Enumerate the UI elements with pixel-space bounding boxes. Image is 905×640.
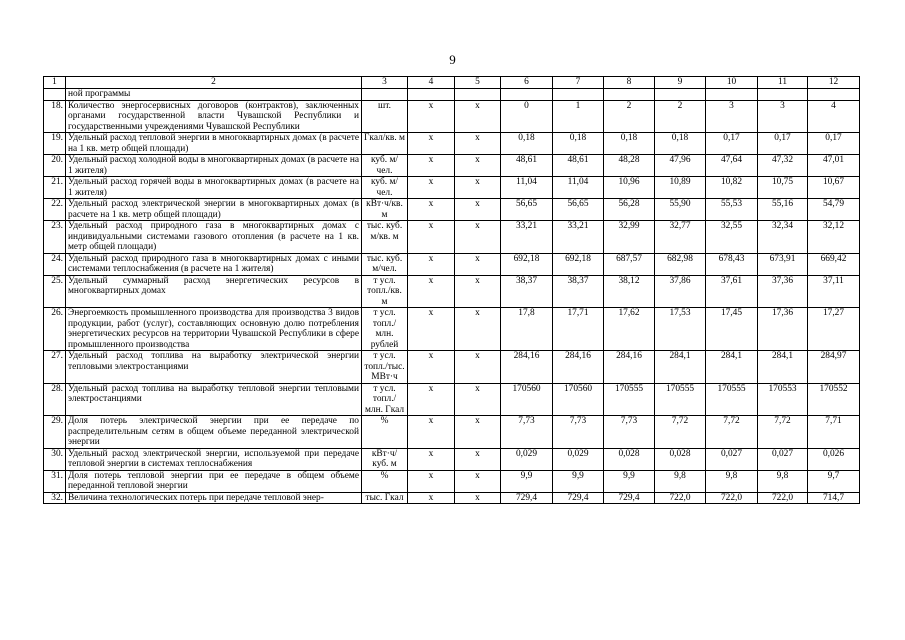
value-cell: x	[455, 199, 501, 221]
value-cell: 722,0	[706, 492, 758, 504]
table-row	[44, 308, 860, 351]
value-cell: 284,16	[553, 351, 604, 384]
value-cell: 47,32	[758, 155, 808, 177]
indicator-name: Величина технологических потерь при передаче тепловой энер-	[66, 492, 362, 504]
value-cell: 0,18	[553, 133, 604, 155]
value-cell: 11,04	[553, 177, 604, 199]
value-cell: x	[408, 155, 455, 177]
indicator-name: Удельный расход электрической энергии, используемой при передаче тепловой энергии в системах теплоснабжения	[66, 448, 362, 470]
unit-of-measure: тыс. куб. м/кв. м	[362, 221, 408, 254]
value-cell: 4	[808, 100, 860, 133]
value-cell: 284,1	[655, 351, 706, 384]
value-cell: 714,7	[808, 492, 860, 504]
unit-of-measure: куб. м/чел.	[362, 155, 408, 177]
value-cell: 55,53	[706, 199, 758, 221]
column-number-7: 7	[553, 77, 604, 89]
value-cell: 3	[758, 100, 808, 133]
value-cell: 17,27	[808, 308, 860, 351]
unit-of-measure: %	[362, 470, 408, 492]
value-cell: 170555	[604, 383, 655, 416]
unit-of-measure: Гкал/кв. м	[362, 133, 408, 155]
value-cell: 48,61	[501, 155, 553, 177]
value-cell: x	[408, 275, 455, 308]
row-number: 30.	[44, 448, 66, 470]
value-cell: 1	[553, 100, 604, 133]
value-cell: 17,36	[758, 308, 808, 351]
value-cell: x	[455, 383, 501, 416]
value-cell: 17,53	[655, 308, 706, 351]
row-number: 21.	[44, 177, 66, 199]
value-cell: x	[408, 492, 455, 504]
value-cell: 9,8	[706, 470, 758, 492]
value-cell: 37,86	[655, 275, 706, 308]
value-cell: 729,4	[604, 492, 655, 504]
indicators-table	[43, 76, 860, 504]
unit-of-measure: кВт·ч/куб. м	[362, 448, 408, 470]
unit-of-measure: т усл. топл./млн. рублей	[362, 308, 408, 351]
value-cell: 37,61	[706, 275, 758, 308]
column-number-1: 1	[44, 77, 66, 89]
table-row	[44, 100, 860, 133]
value-cell: 32,55	[706, 221, 758, 254]
indicator-name: Удельный суммарный расход энергетических ресурсов в многоквартирных домах	[66, 275, 362, 308]
table-row	[44, 470, 860, 492]
value-cell: x	[455, 253, 501, 275]
table-row	[44, 492, 860, 504]
row-number: 20.	[44, 155, 66, 177]
row-number: 28.	[44, 383, 66, 416]
value-cell: 10,75	[758, 177, 808, 199]
value-cell: x	[455, 351, 501, 384]
value-cell: 170553	[758, 383, 808, 416]
value-cell: 38,37	[501, 275, 553, 308]
value-cell: 682,98	[655, 253, 706, 275]
unit-of-measure: тыс. Гкал	[362, 492, 408, 504]
unit-of-measure: %	[362, 416, 408, 449]
value-cell: 9,9	[604, 470, 655, 492]
value-cell: 55,16	[758, 199, 808, 221]
value-cell: 54,79	[808, 199, 860, 221]
indicator-name: Удельный расход топлива на выработку тепловой энергии тепловыми электростанциями	[66, 383, 362, 416]
value-cell: 37,11	[808, 275, 860, 308]
value-cell: 56,65	[553, 199, 604, 221]
value-cell: 10,82	[706, 177, 758, 199]
value-cell: 33,21	[501, 221, 553, 254]
indicator-name: Доля потерь электрической энергии при ее передаче по распределительным сетям в общем объеме переданной электрической энергии	[66, 416, 362, 449]
row-number: 18.	[44, 100, 66, 133]
value-cell: x	[455, 448, 501, 470]
unit-of-measure: кВт·ч/кв. м	[362, 199, 408, 221]
indicator-name: Удельный расход горячей воды в многоквартирных домах (в расчете на 1 жителя)	[66, 177, 362, 199]
value-cell: 32,12	[808, 221, 860, 254]
value-cell: 48,28	[604, 155, 655, 177]
unit-of-measure: т усл. топл./млн. Гкал	[362, 383, 408, 416]
value-cell: x	[455, 133, 501, 155]
value-cell: x	[408, 383, 455, 416]
value-cell: 0	[501, 100, 553, 133]
value-cell: x	[455, 177, 501, 199]
indicator-name: Удельный расход холодной воды в многоквартирных домах (в расчете на 1 жителя)	[66, 155, 362, 177]
value-cell: 2	[604, 100, 655, 133]
value-cell: x	[455, 492, 501, 504]
value-cell: 722,0	[758, 492, 808, 504]
value-cell: 11,04	[501, 177, 553, 199]
value-cell: 0,17	[706, 133, 758, 155]
value-cell: 170555	[706, 383, 758, 416]
row-number: 29.	[44, 416, 66, 449]
value-cell: 284,1	[706, 351, 758, 384]
value-cell: x	[455, 275, 501, 308]
value-cell: 55,90	[655, 199, 706, 221]
value-cell: 0,18	[501, 133, 553, 155]
value-cell: x	[408, 416, 455, 449]
value-cell: x	[455, 416, 501, 449]
column-number-2: 2	[66, 77, 362, 89]
value-cell: 3	[706, 100, 758, 133]
value-cell: 729,4	[553, 492, 604, 504]
value-cell	[553, 89, 604, 101]
indicator-name: Энергоемкость промышленного производства для производства 3 видов продукции, работ (услуг), составляющих основную долю потребления энергетических ресурсов на территории Чувашской Республики в сфере промышленного производства	[66, 308, 362, 351]
row-number: 23.	[44, 221, 66, 254]
column-number-3: 3	[362, 77, 408, 89]
table-row	[44, 275, 860, 308]
table-row	[44, 221, 860, 254]
value-cell: 7,72	[655, 416, 706, 449]
value-cell: x	[408, 221, 455, 254]
column-number-5: 5	[455, 77, 501, 89]
value-cell: 0,18	[655, 133, 706, 155]
column-number-8: 8	[604, 77, 655, 89]
indicator-name: Удельный расход топлива на выработку электрической энергии тепловыми электростанциями	[66, 351, 362, 384]
indicator-name: Количество энергосервисных договоров (контрактов), заключенных органами государственной власти Чувашской Республики и государственными учреждениями Чувашской Республики	[66, 100, 362, 133]
row-number: 19.	[44, 133, 66, 155]
value-cell: 9,8	[758, 470, 808, 492]
value-cell: 0,027	[706, 448, 758, 470]
value-cell: 7,73	[501, 416, 553, 449]
column-number-9: 9	[655, 77, 706, 89]
table-header-row	[44, 77, 860, 89]
page-number: 9	[449, 52, 456, 67]
unit-of-measure	[362, 89, 408, 101]
indicator-name: Удельный расход тепловой энергии в многоквартирных домах (в расчете на 1 кв. метр общей площади)	[66, 133, 362, 155]
row-number: 26.	[44, 308, 66, 351]
value-cell: 17,8	[501, 308, 553, 351]
row-number: 24.	[44, 253, 66, 275]
column-number-4: 4	[408, 77, 455, 89]
value-cell: 7,71	[808, 416, 860, 449]
table-row	[44, 177, 860, 199]
value-cell: 284,16	[501, 351, 553, 384]
unit-of-measure: т усл. топл./тыс. МВт·ч	[362, 351, 408, 384]
indicator-name: Удельный расход электрической энергии в многоквартирных домах (в расчете на 1 кв. метр общей площади)	[66, 199, 362, 221]
column-number-6: 6	[501, 77, 553, 89]
unit-of-measure: куб. м/чел.	[362, 177, 408, 199]
value-cell: 7,73	[553, 416, 604, 449]
value-cell: 0,029	[553, 448, 604, 470]
value-cell: 32,34	[758, 221, 808, 254]
column-number-12: 12	[808, 77, 860, 89]
value-cell: 687,57	[604, 253, 655, 275]
value-cell: 0,17	[808, 133, 860, 155]
value-cell: 17,62	[604, 308, 655, 351]
table-row	[44, 253, 860, 275]
value-cell: 0,027	[758, 448, 808, 470]
value-cell: 284,97	[808, 351, 860, 384]
table-row	[44, 351, 860, 384]
row-number	[44, 89, 66, 101]
value-cell: 32,99	[604, 221, 655, 254]
table-row	[44, 416, 860, 449]
value-cell: 56,65	[501, 199, 553, 221]
value-cell	[455, 89, 501, 101]
value-cell: x	[455, 308, 501, 351]
value-cell: 47,01	[808, 155, 860, 177]
value-cell: 9,7	[808, 470, 860, 492]
table-row	[44, 199, 860, 221]
row-number: 32.	[44, 492, 66, 504]
value-cell: x	[408, 253, 455, 275]
value-cell: 10,89	[655, 177, 706, 199]
value-cell: 0,18	[604, 133, 655, 155]
value-cell	[408, 89, 455, 101]
value-cell: 9,9	[501, 470, 553, 492]
value-cell: 7,72	[706, 416, 758, 449]
unit-of-measure: тыс. куб. м/чел.	[362, 253, 408, 275]
value-cell: x	[408, 177, 455, 199]
value-cell: 692,18	[553, 253, 604, 275]
unit-of-measure: шт.	[362, 100, 408, 133]
value-cell: 56,28	[604, 199, 655, 221]
value-cell	[758, 89, 808, 101]
value-cell: 0,17	[758, 133, 808, 155]
value-cell	[655, 89, 706, 101]
value-cell: x	[408, 351, 455, 384]
value-cell: 10,96	[604, 177, 655, 199]
indicator-name: Удельный расход природного газа в многоквартирных домах с иными системами теплоснабжения (в расчете на 1 жителя)	[66, 253, 362, 275]
row-number: 31.	[44, 470, 66, 492]
value-cell: 7,73	[604, 416, 655, 449]
value-cell: 284,1	[758, 351, 808, 384]
value-cell	[808, 89, 860, 101]
value-cell: 32,77	[655, 221, 706, 254]
value-cell: x	[455, 221, 501, 254]
value-cell: x	[408, 100, 455, 133]
value-cell: 729,4	[501, 492, 553, 504]
table-row	[44, 133, 860, 155]
value-cell: 170555	[655, 383, 706, 416]
value-cell: x	[455, 100, 501, 133]
value-cell: 48,61	[553, 155, 604, 177]
value-cell: x	[455, 470, 501, 492]
value-cell: 170560	[501, 383, 553, 416]
row-number: 22.	[44, 199, 66, 221]
value-cell	[604, 89, 655, 101]
column-number-10: 10	[706, 77, 758, 89]
indicator-name: ной программы	[66, 89, 362, 101]
value-cell	[706, 89, 758, 101]
value-cell: 722,0	[655, 492, 706, 504]
value-cell: 2	[655, 100, 706, 133]
value-cell: x	[408, 308, 455, 351]
indicator-name: Доля потерь тепловой энергии при ее передаче в общем объеме переданной тепловой энергии	[66, 470, 362, 492]
unit-of-measure: т усл. топл./кв. м	[362, 275, 408, 308]
value-cell: x	[408, 133, 455, 155]
column-number-11: 11	[758, 77, 808, 89]
value-cell: 0,026	[808, 448, 860, 470]
value-cell: 9,8	[655, 470, 706, 492]
value-cell: 0,028	[604, 448, 655, 470]
value-cell: 692,18	[501, 253, 553, 275]
value-cell: 10,67	[808, 177, 860, 199]
value-cell: 678,43	[706, 253, 758, 275]
table-row	[44, 383, 860, 416]
indicator-name: Удельный расход природного газа в многоквартирных домах с индивидуальными системами газового отопления (в расчете на 1 кв. метр общей площади)	[66, 221, 362, 254]
row-number: 27.	[44, 351, 66, 384]
value-cell: 17,45	[706, 308, 758, 351]
value-cell: 38,12	[604, 275, 655, 308]
value-cell: 673,91	[758, 253, 808, 275]
value-cell: x	[455, 155, 501, 177]
value-cell: 38,37	[553, 275, 604, 308]
table-row	[44, 448, 860, 470]
row-number: 25.	[44, 275, 66, 308]
value-cell: 0,029	[501, 448, 553, 470]
value-cell: 47,96	[655, 155, 706, 177]
value-cell: 37,36	[758, 275, 808, 308]
value-cell: 669,42	[808, 253, 860, 275]
value-cell: 0,028	[655, 448, 706, 470]
value-cell: 7,72	[758, 416, 808, 449]
value-cell: 47,64	[706, 155, 758, 177]
value-cell: 170552	[808, 383, 860, 416]
value-cell: 170560	[553, 383, 604, 416]
value-cell: x	[408, 470, 455, 492]
value-cell: x	[408, 448, 455, 470]
value-cell: 284,16	[604, 351, 655, 384]
value-cell: 33,21	[553, 221, 604, 254]
value-cell: 17,71	[553, 308, 604, 351]
value-cell: 9,9	[553, 470, 604, 492]
table-row	[44, 155, 860, 177]
table-row	[44, 89, 860, 101]
value-cell	[501, 89, 553, 101]
value-cell: x	[408, 199, 455, 221]
